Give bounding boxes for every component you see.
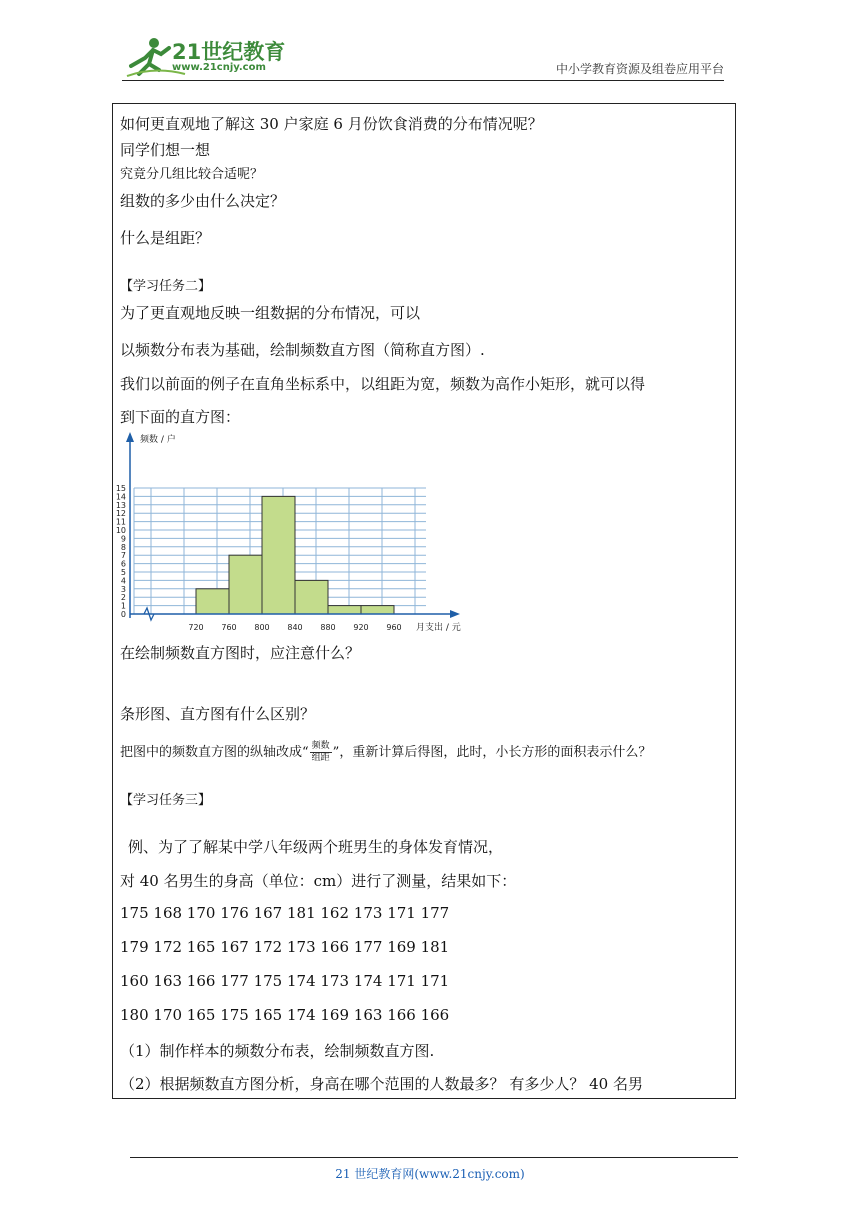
- x-tick-label: 720: [188, 623, 204, 632]
- task2-line-2: 以频数分布表为基础，绘制频数直方图（简称直方图）.: [120, 341, 485, 359]
- y-tick-label: 6: [120, 559, 126, 569]
- y-tick-label: 1: [120, 601, 126, 611]
- y-axis-label: 频数 / 户: [140, 435, 176, 445]
- y-tick-label: 11: [115, 517, 126, 527]
- question-vertical-axis: [120, 741, 651, 764]
- y-tick-label: 5: [120, 568, 126, 577]
- task2-heading: 【学习任务二】: [120, 279, 212, 294]
- height-data-row-1: 175 168 170 176 167 181 162 173 171 177: [120, 904, 450, 922]
- question-drawing-notes: 在绘制频数直方图时，应注意什么？: [120, 644, 361, 662]
- x-axis-label: 月支出 / 元: [416, 623, 461, 633]
- logo-title: 21世纪教育: [172, 40, 286, 64]
- q8-text-after: ”，重新计算后得图，此时，小长方形的面积表示什么？: [332, 745, 652, 760]
- histogram-bar: [229, 555, 262, 614]
- task2-line-4: 到下面的直方图：: [120, 408, 241, 426]
- q8-text-before: 把图中的频数直方图的纵轴改成“: [120, 745, 309, 760]
- x-tick-label: 880: [320, 623, 336, 632]
- y-tick-label: 14: [115, 492, 126, 502]
- header-divider: [122, 80, 724, 81]
- y-tick-label: 7: [120, 551, 126, 561]
- example-line-1: 例、为了了解某中学八年级两个班男生的身体发育情况，: [128, 838, 504, 856]
- height-data-row-4: 180 170 165 175 165 174 169 163 166 166: [120, 1006, 450, 1024]
- frequency-histogram: [112, 428, 472, 638]
- task3-heading: 【学习任务三】: [120, 793, 212, 808]
- footer-text: 21 世纪教育网(www.21cnjy.com): [335, 1167, 525, 1181]
- x-tick-label: 760: [221, 623, 237, 632]
- header-platform-text: 中小学教育资源及组卷应用平台: [555, 62, 724, 76]
- fraction-denominator: 组距: [311, 753, 330, 763]
- y-tick-label: 9: [120, 534, 126, 544]
- y-tick-label: 10: [115, 526, 126, 535]
- histogram-bar: [295, 580, 328, 614]
- question-bar-vs-histogram: 条形图、直方图有什么区别？: [120, 705, 316, 723]
- y-tick-label: 4: [120, 576, 126, 586]
- histogram-bar: [196, 589, 229, 614]
- task-question-1: （1）制作样本的频数分布表，绘制频数直方图.: [120, 1042, 435, 1060]
- x-tick-label: 800: [254, 623, 270, 632]
- y-tick-label: 12: [115, 509, 126, 519]
- histogram-bar: [361, 606, 394, 614]
- y-tick-label: 0: [120, 610, 126, 619]
- question-distribution: 如何更直观地了解这 30 户家庭 6 月份饮食消费的分布情况呢？: [120, 115, 543, 133]
- think-prompt: 同学们想一想: [120, 141, 211, 159]
- task-question-2: （2）根据频数直方图分析，身高在哪个范围的人数最多？ 有多少人？ 40 名男: [120, 1075, 643, 1093]
- y-tick-label: 3: [120, 584, 126, 594]
- histogram-bar: [262, 496, 295, 614]
- question-group-count: 究竟分几组比较合适呢？: [120, 167, 264, 182]
- frequency-over-width-fraction: [310, 741, 332, 764]
- x-axis-arrow-icon: [450, 610, 460, 618]
- height-data-row-3: 160 163 166 177 175 174 173 174 171 171: [120, 972, 450, 990]
- y-tick-label: 2: [120, 593, 126, 603]
- footer-divider: [130, 1157, 738, 1158]
- y-tick-label: 13: [115, 500, 126, 510]
- logo-url: www.21cnjy.com: [172, 62, 266, 73]
- fraction-numerator: 频数: [311, 741, 330, 751]
- task2-line-1: 为了更直观地反映一组数据的分布情况，可以: [120, 304, 421, 322]
- x-tick-label: 920: [353, 623, 369, 632]
- x-tick-label: 960: [386, 623, 402, 632]
- example-line-2: 对 40 名男生的身高（单位：cm）进行了测量，结果如下：: [120, 872, 517, 890]
- x-tick-label: 840: [287, 623, 303, 632]
- height-data-row-2: 179 172 165 167 172 173 166 177 169 181: [120, 938, 450, 956]
- question-class-width: 什么是组距？: [120, 229, 211, 247]
- y-tick-label: 15: [115, 484, 126, 493]
- task2-line-3: 我们以前面的例子在直角坐标系中，以组距为宽，频数为高作小矩形，就可以得: [120, 375, 646, 393]
- histogram-bar: [328, 606, 361, 614]
- question-group-decide: 组数的多少由什么决定？: [120, 192, 286, 210]
- y-axis-arrow-icon: [126, 432, 134, 442]
- y-tick-label: 8: [120, 542, 126, 552]
